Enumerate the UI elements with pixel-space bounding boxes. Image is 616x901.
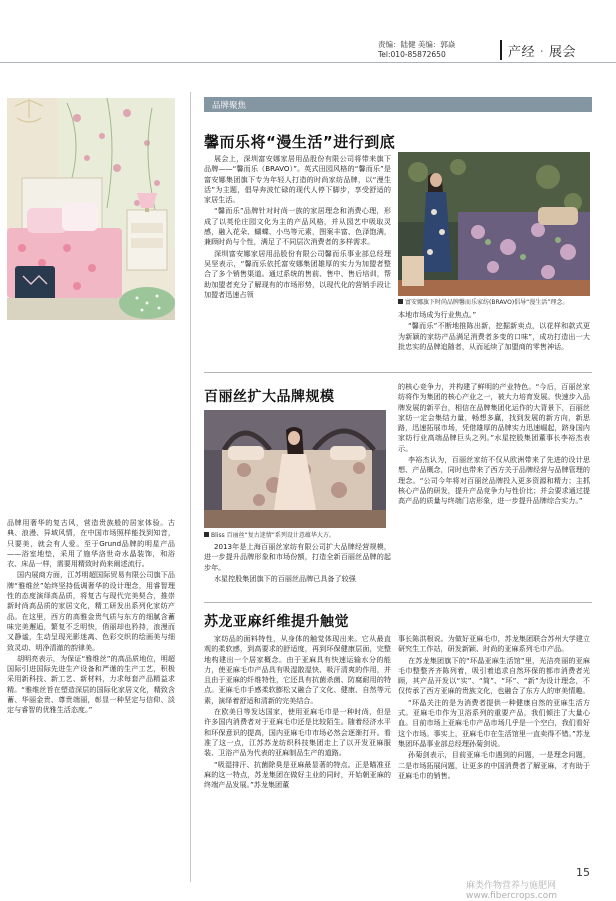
article-3-paragraph: 孙菊剑表示，目前亚麻毛巾遇到的问题，一是理念问题，二是市场拓展问题，让更多的中国消费者了解亚麻，才有助于亚麻毛巾的销售。 (398, 750, 590, 780)
bedroom-illustration (7, 98, 175, 320)
article-1-title: 馨而乐将“漫生活”进行到底 (204, 133, 396, 151)
article-3-column-1 (204, 634, 391, 791)
article-2-column-1 (204, 542, 391, 585)
article-3-paragraph: 在苏龙集团旗下的“环晶亚麻生活馆”里，光洁亮丽的亚麻毛巾整整齐齐陈列着，吸引着追求自然环保的都市消费者光顾，其产品开发以“实”、“简”、“环”、“新”为设计理念，不仅传承了西方亚麻的贵族文化，也融合了东方人的审美情趣。 (398, 655, 590, 696)
article-1-paragraph: 深圳富安娜家居用品股份有限公司馨而乐事业部总经理吴坚表示，“馨而乐依托富安娜集团雄厚的实力为加盟者整合了多个销售渠道。通过系统的售前、售中、售后培训，帮助加盟者充分了解现有的市场形势，以现代化的营销手段让加盟者迅速占领 (204, 248, 391, 299)
band-label: 品牌聚焦 (212, 101, 247, 111)
section-band (204, 97, 592, 112)
article-separator (204, 372, 592, 373)
header-rule (0, 62, 616, 63)
article-2-photo (204, 410, 386, 528)
section-name-2: 展会 (548, 45, 576, 60)
article-2-paragraph: 的核心竞争力，并构建了鲜明的产业特色。“今后，百丽丝家纺将作为集团的核心产业之一，被大力培育发展。快速步入品牌发展的新平台，相信在品牌集团化运作的大背景下，百丽丝家纺一定会集结力量，畅想多赢，找到发展的新方向，新思路，迅速拓展市场，凭借雄厚的品牌实力迅速崛起，跻身国内家纺行业高端品牌巨头之列。”水星控股集团董事长李裕杰表示。 (398, 382, 590, 453)
article-separator (204, 602, 592, 603)
watermark: 麻类作物营养与施肥网 www.fibercrops.com (466, 881, 557, 901)
article-1-paragraph: “馨而乐”不断地推陈出新，挖掘新卖点，以花样和款式更为新颖的家纺产品满足消费者多变的口味”，成功打造出一大批忠实的品牌追随者，从而延续了加盟商的零售神话。 (398, 321, 590, 351)
article-2-paragraph: 2013年是上海百丽丝家纺有限公司扩大品牌经营规模，进一步提升品牌形象和市场份额，打造全新百丽丝品牌的起步年。 (204, 542, 391, 572)
article-3-paragraph: “环晶关注的是为消费者提供一种健康自然的亚麻生活方式。亚麻毛巾作为卫浴系列的重要产品，我们倾注了大量心血。目前市场上亚麻毛巾产品市场几乎是一个空白，我们看好这个市场。事实上，亚麻毛巾在生活馆里一直卖得不错。”苏龙集团环晶事业部总经理孙菊剑说。 (398, 697, 590, 748)
bravo-bedding-illustration (398, 152, 590, 296)
column-divider (190, 92, 191, 882)
bedroom-photo (7, 98, 175, 320)
header-credits (378, 40, 455, 60)
section-name: 产经 (508, 45, 536, 60)
editor-phone: Tel:010-85872650 (378, 50, 446, 59)
article-1-photo (398, 152, 590, 296)
article-3-paragraph: 事长陈洪根说。为做好亚麻毛巾，苏龙集团联合苏州大学建立研究生工作站，研发新颖、时尚的亚麻系列毛巾产品。 (398, 634, 590, 654)
article-2-paragraph: 水星控股集团旗下的百丽丝品牌已具备了较强 (213, 573, 356, 583)
section-dot: · (539, 45, 545, 60)
editor-credit: 责编：陆健 美编：郭焱 (378, 40, 456, 49)
article-2-caption-text: Bliss 百丽丝“复古迷情”系列设计意蕴华大方。 (211, 532, 335, 539)
article-2-paragraph: 李裕杰认为，百丽丝家纺不仅从欧洲带来了先进的设计思想、产品概念，同时也带来了西方关于品牌经营与品牌管理的理念。“公司今年将对百丽丝品牌投入更多资源和精力；主抓核心产品的研发，提升产品竞争力与性价比；并会要求通过提高产品的质量与终端门店形象，进一步提升品牌综合实力。” (398, 455, 590, 506)
header-divider-bar (500, 40, 502, 60)
article-3-paragraph: 在欧美日等发达国家，使用亚麻毛巾是一种时尚，但是许多国内消费者对于亚麻毛巾还是比较陌生。随着经济水平和环保意识的提高，国内亚麻毛巾市场必然会逐渐打开。看准了这一点，江苏苏龙纺织科技集团走上了以开发亚麻服装、卫浴产品为代表的亚麻制品生产的道路。 (204, 707, 391, 758)
left-paragraph: 国内展商方面，江苏明超国际贸易有限公司旗下品牌“雅维丝”始终坚持低调奢华的设计理念，用睿智理性的态度演绎高品质，将复古与现代完美契合，推崇新时尚高品质的家居文化，精工研发出系列化家纺产品。在这里，西方的高雅金贵气质与东方的细腻含蓄味完美邂逅，繁复不乏明快，俏丽却也矜持，浪漫而又静谧，生动呈现光影迷离、色彩交织的绘画美与细致灵动、明净清澈的韵律美。 (7, 570, 175, 652)
page-number: 15 (576, 866, 590, 879)
section-title (508, 41, 576, 60)
left-paragraph: 胡明亮表示，为保证“雅维丝”的高品质地位，明超国际引进国际先进生产设备和严谨的生产工艺，积极采用新科技、新工艺、新材料，力求每套产品精益求精。“雅维丝旨在塑造深层的国际化家居文化，精致含蓄、华丽金贵、尊贵端丽，彰显一种坚定与信仰、淡定与睿智的优雅生活态度。” (7, 653, 175, 715)
left-column-text (7, 518, 175, 717)
article-3-column-2 (398, 634, 590, 782)
article-1-column-2 (398, 310, 590, 353)
bliss-bedding-illustration (204, 410, 386, 528)
article-2-caption (204, 531, 386, 540)
article-2-title: 百丽丝扩大品牌规模 (204, 389, 335, 405)
article-2-column-2 (398, 382, 590, 508)
article-3-paragraph: “吸湿排汗、抗菌除臭是亚麻最显著的特点。正是瞄准亚麻的这一特点，苏龙集团在做好主业的同时，开始朝亚麻的终端产品发展。”苏龙集团董 (204, 759, 391, 790)
left-paragraph: 品牌用奢华的复古风，营造贵族般的居家体验。古典、浪漫、异域风情，在中国市场照样能找到知音，只要美，就会有人爱。至于Grund品牌的明星产品——浴室地垫，采用了施华洛世奇水晶装饰，和浴衣、床品一样，需要用精致时尚来阐述流行。 (7, 518, 175, 569)
article-3-title: 苏龙亚麻纤维提升触觉 (204, 614, 349, 630)
caption-marker-icon (204, 532, 209, 537)
caption-marker-icon (398, 299, 403, 304)
article-1-paragraph: 本地市场成为行业焦点。” (398, 310, 477, 319)
article-1-paragraph: “馨而乐”品牌针对时尚一族的家居理念和消费心理，形成了以英伦庄园文化为主的产品风格，并从园艺中吸取灵感，融入花朵、蝴蝶、小鸟等元素，图案丰富、色泽饱满，兼顾时尚与个性，满足了不同层次消费者的多样需求。 (204, 206, 391, 247)
article-3-paragraph: 家纺品的面料特性，从身体的触觉体现出来。它从最直观的柔软感，到高要求的舒适度，再到环保健康层面，完整地构建出一个居家概念。由于亚麻具有快速运输水分的能力，使亚麻毛巾产品具有吸湿散湿快、吸汗清爽的作用，并且由于亚麻的纤维特性，它还具有抗菌杀菌、防腐耐用的特点。亚麻毛巾手感柔软膨松又融合了文化、健康、自然等元素，演绎着舒适和清新的完美结合。 (204, 634, 391, 705)
article-1-caption (398, 298, 590, 307)
article-1-caption-text: 富安娜旗下时尚品牌馨而乐家纺(BRAVO)倡导“漫生活”理念。 (405, 299, 569, 306)
article-1-column-1 (204, 154, 391, 301)
article-1-paragraph: 展会上，深圳富安娜家居用品股份有限公司将带来旗下品牌——“馨而乐（BRAVO）”。英式田园风格的“馨而乐”是富安娜集团旗下专为年轻人打造的时尚家纺品牌，以“漫生活”为主题，倡导奔波忙碌的现代人停下脚步，享受舒适的家居生活。 (204, 154, 391, 205)
